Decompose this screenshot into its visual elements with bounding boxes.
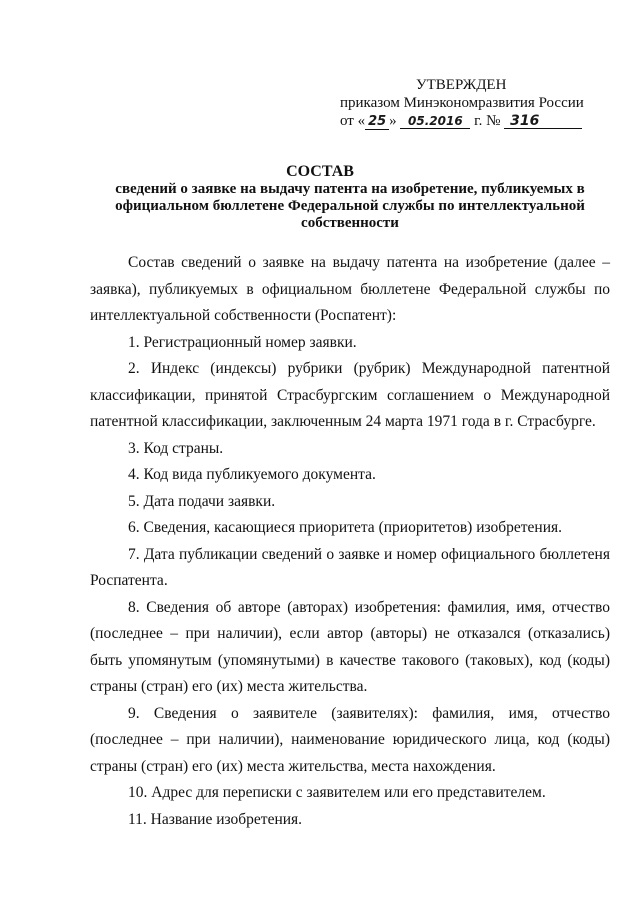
list-item: 2. Индекс (индексы) рубрики (рубрик) Международной патентной классификации, принятой Страсбургским соглашением о Международной патентной классификации, заключенным 24 марта 1971 года в г. Страсбурге. xyxy=(90,360,610,430)
approval-heading: УТВЕРЖДЕН xyxy=(416,77,507,93)
list-item: 7. Дата публикации сведений о заявке и номер официального бюллетеня Роспатента. xyxy=(90,545,610,589)
approval-from-label: от « xyxy=(340,113,366,129)
list-item: 8. Сведения об авторе (авторах) изобретения: фамилия, имя, отчество (последнее – при наличии), если автор (авторы) не отказался (отказались) быть упомянутым (упомянутыми) в качестве такового (таковых), код (коды) страны (стран) его (их) места жительства. xyxy=(90,598,610,695)
approval-order: приказом Минэкономразвития России xyxy=(340,95,584,111)
handwritten-order-number: 316 xyxy=(504,114,582,129)
list-item: 10. Адрес для переписки с заявителем или его представителем. xyxy=(128,784,546,801)
approval-stamp xyxy=(340,76,610,130)
intro-paragraph: Состав сведений о заявке на выдачу патента на изобретение (далее – заявка), публикуемых в официальном бюллетене Федеральной службы по интеллектуальной собственности (Роспатент): xyxy=(90,254,610,324)
approval-quote-close: » xyxy=(389,113,397,129)
list-item: 9. Сведения о заявителе (заявителях): фамилия, имя, отчество (последнее – при наличии), наименование юридического лица, код (коды) страны (стран) его (их) места жительства, места нахождения. xyxy=(90,704,610,775)
document-body xyxy=(90,250,610,833)
list-item: 4. Код вида публикуемого документа. xyxy=(128,466,376,483)
list-item: 6. Сведения, касающиеся приоритета (приоритетов) изобретения. xyxy=(128,519,563,536)
document-title: СОСТАВ xyxy=(286,163,354,180)
document-subtitle: сведений о заявке на выдачу патента на изобретение, публикуемых в официальном бюллетене Федеральной службы по интеллектуальной собственности xyxy=(115,181,585,231)
list-item: 5. Дата подачи заявки. xyxy=(128,492,276,510)
list-item: 3. Код страны. xyxy=(128,439,224,457)
handwritten-month-year: 05.2016 xyxy=(400,114,470,129)
handwritten-day: 25 xyxy=(365,115,389,130)
list-item: 1. Регистрационный номер заявки. xyxy=(128,333,357,351)
approval-date-line xyxy=(340,112,610,130)
approval-number-label: г. № xyxy=(474,113,501,129)
list-item: 11. Название изобретения. xyxy=(128,810,303,828)
